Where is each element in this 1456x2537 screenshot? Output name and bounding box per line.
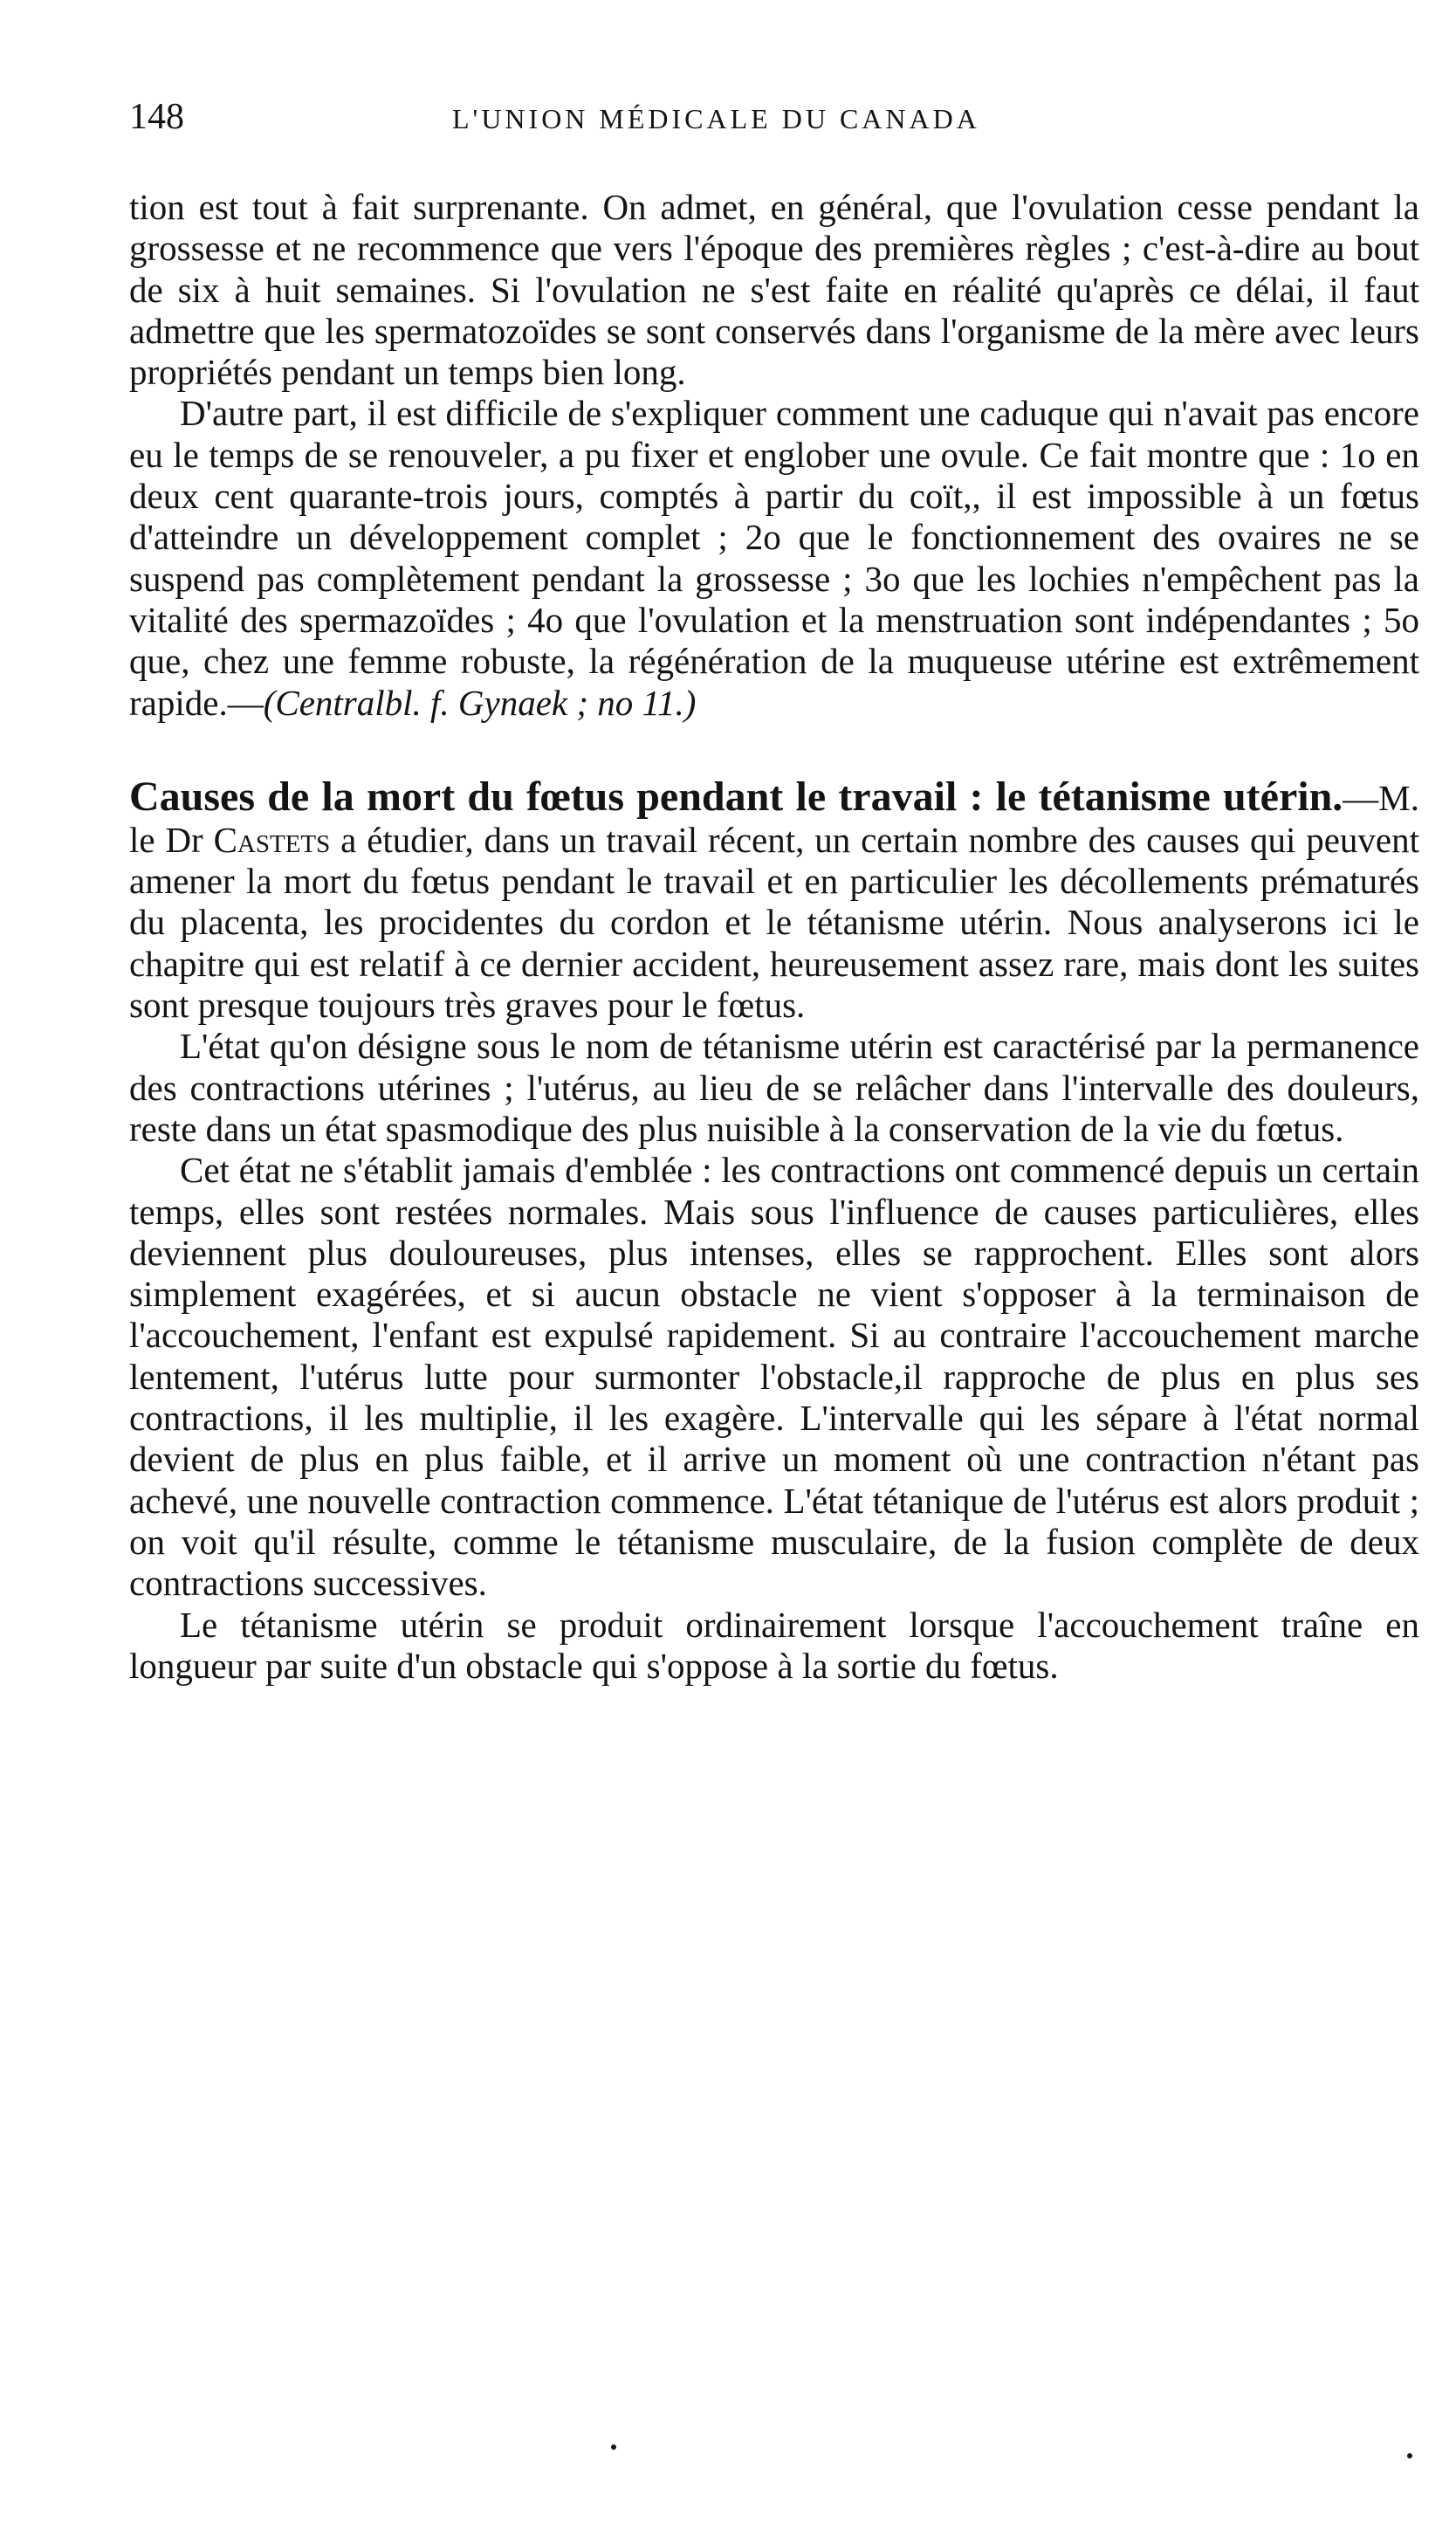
article2 xyxy=(129,774,1419,1687)
article1-paragraph-2 xyxy=(129,393,1419,723)
article1-paragraph-2-text: D'autre part, il est difficile de s'expliquer comment une caduque qui n'avait pas encore eu le temps de se renouveler, a pu fixer et englober une ovule. Ce fait montre que : 1o en deux cent quarante-trois jours, comptés à partir du coït,, il est impossible à un fœtus d'atteindre un développement complet ; 2o que le fonctionnement des ovaires ne se suspend pas complètement pendant la grossesse ; 3o que les lochies n'empêchent pas la vitalité des spermazoïdes ; 4o que l'ovulation et la menstruation sont indépendantes ; 5o que, chez une femme robuste, la régénération de la muqueuse utérine est extrêmement rapide.— xyxy=(129,393,1419,723)
page xyxy=(129,87,1419,1687)
author-name: Castets xyxy=(213,819,331,860)
article2-lead-2: a étudier, dans un travail récent, un certain nombre des causes qui peuvent amener la mort du fœtus pendant le travail et en particulier les décollements prématurés du placenta, les procidentes du cordon et le tétanisme utérin. Nous analyserons ici le chapitre qui est relatif à ce dernier accident, heureusement assez rare, mais dont les suites sont presque toujours très graves pour le fœtus. xyxy=(129,819,1419,1026)
section-title: Causes de la mort du fœtus pendant le travail : le tétanisme utérin. xyxy=(129,773,1343,820)
page-body xyxy=(129,187,1419,1687)
article2-paragraph-4: Le tétanisme utérin se produit ordinairement lorsque l'accouchement traîne en longueur par suite d'un obstacle qui s'oppose à la sortie du fœtus. xyxy=(129,1604,1419,1686)
print-mark-dot xyxy=(1407,2453,1412,2458)
article2-lead-paragraph xyxy=(129,774,1419,1026)
print-marks xyxy=(0,2443,1456,2460)
article1-paragraph-1: tion est tout à fait surprenante. On admet, en général, que l'ovulation cesse pendant la grossesse et ne recommence que vers l'époque des premières règles ; c'est-à-dire au bout de six à huit semaines. Si l'ovulation ne s'est faite en réalité qu'après ce délai, il faut admettre que les spermatozoïdes se sont conservés dans l'organisme de la mère avec leurs propriétés pendant un temps bien long. xyxy=(129,187,1419,393)
page-number: 148 xyxy=(129,97,184,137)
article2-paragraph-3: Cet état ne s'établit jamais d'emblée : les contractions ont commencé depuis un certain temps, elles sont restées normales. Mais sous l'influence de causes particulières, elles deviennent plus douloureuses, plus intenses, elles se rapprochent. Elles sont alors simplement exagérées, et si aucun obstacle ne vient s'opposer à la terminaison de l'accouchement, l'enfant est expulsé rapidement. Si au contraire l'accouchement marche lentement, l'utérus lutte pour surmonter l'obstacle,il rapproche de plus en plus ses contractions, il les multiplie, il les exagère. L'intervalle qui les sépare à l'état normal devient de plus en plus faible, et il arrive un moment où une contraction n'étant pas achevé, une nouvelle contraction commence. L'état tétanique de l'utérus est alors produit ; on voit qu'il résulte, comme le tétanisme musculaire, de la fusion complète de deux contractions successives. xyxy=(129,1150,1419,1604)
article2-paragraph-2: L'état qu'on désigne sous le nom de tétanisme utérin est caractérisé par la permanence des contractions utérines ; l'utérus, au lieu de se relâcher dans l'intervalle des douleurs, reste dans un état spasmodique des plus nuisible à la conservation de la vie du fœtus. xyxy=(129,1026,1419,1149)
article2-lead-1: —M. le Dr xyxy=(129,777,1419,860)
citation: (Centralbl. f. Gynaek ; no 11.) xyxy=(263,682,697,723)
running-head xyxy=(129,87,1419,157)
print-mark-dot xyxy=(611,2444,616,2450)
journal-title: L'UNION MÉDICALE DU CANADA xyxy=(452,103,980,134)
